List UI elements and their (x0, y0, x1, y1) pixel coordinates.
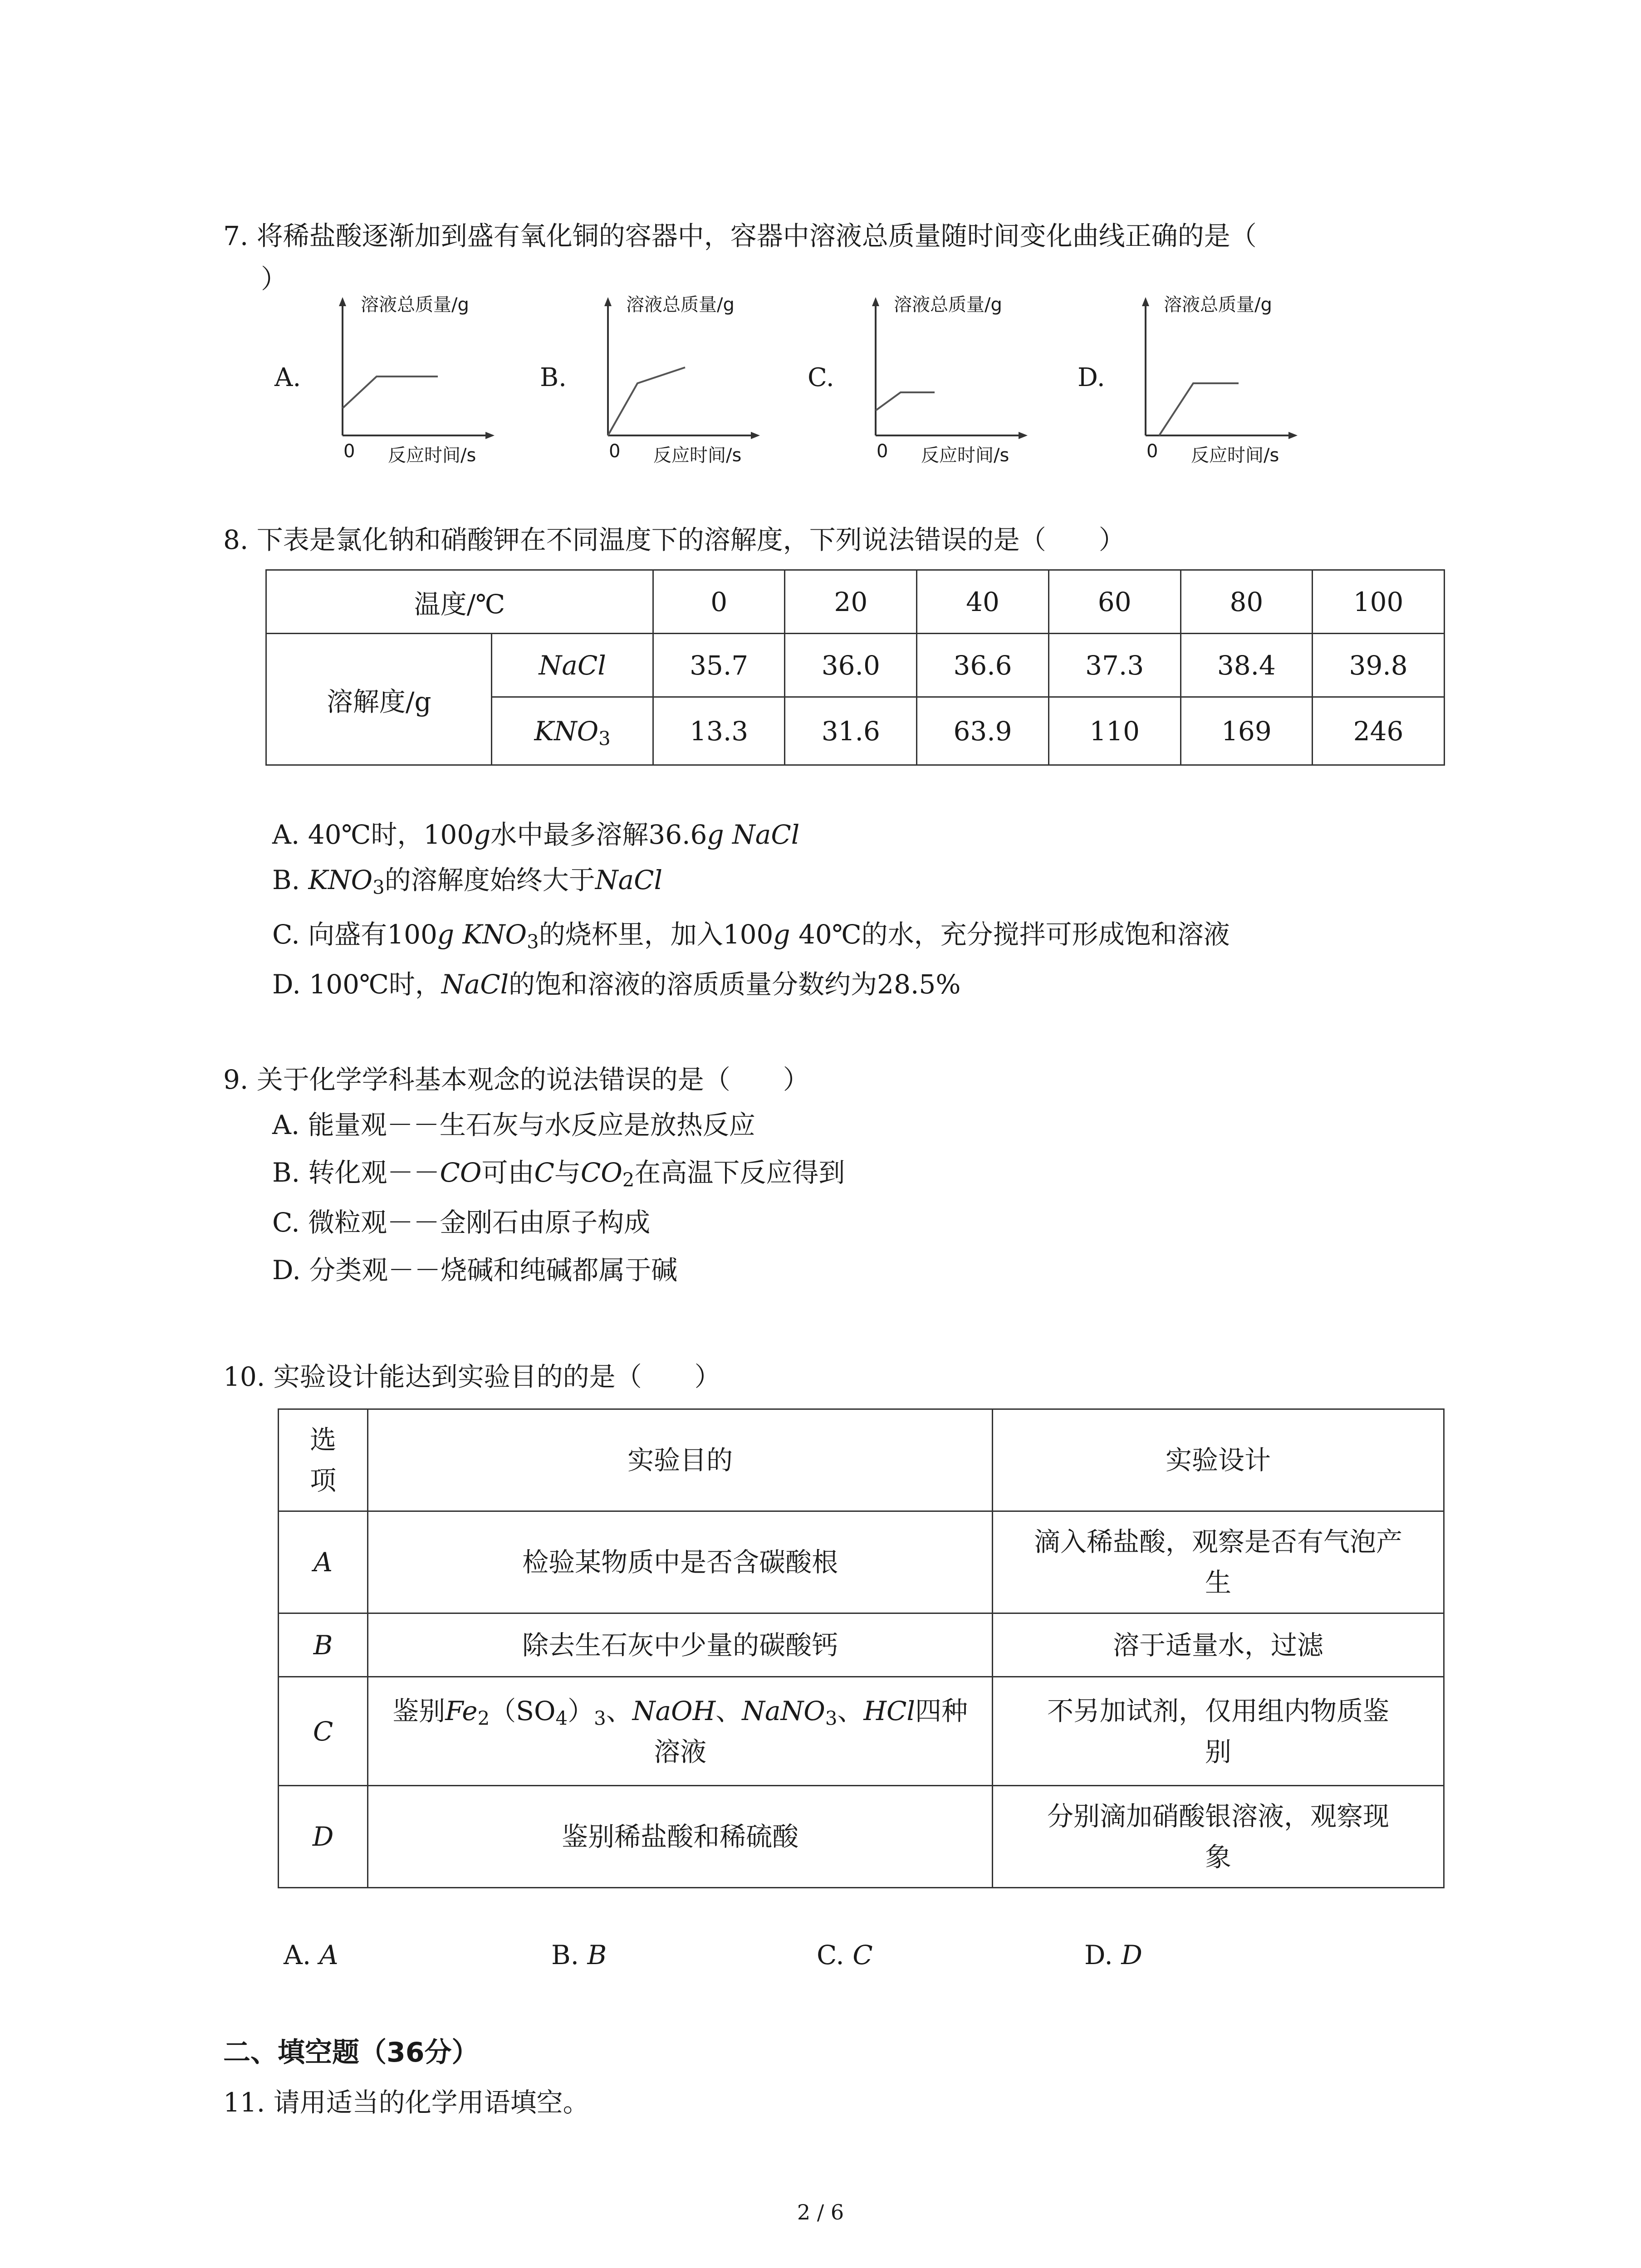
option-header: 选 项 (279, 1409, 368, 1511)
temperature-header: 温度/℃ (266, 570, 653, 634)
graph-c-curve (876, 392, 935, 411)
row-goal-d: 鉴别稀盐酸和稀硫酸 (368, 1786, 993, 1888)
graph-c-axes (867, 295, 1030, 445)
q9-option-c: C. 微粒观－－金刚石由原子构成 (272, 1207, 651, 1238)
experiment-table (278, 1408, 1445, 1888)
question-10-stem: 10. 实验设计能达到实验目的的是（ ） (223, 1361, 721, 1392)
q8-option-b: B. $KNO_3$的溶解度始终大于NaCl (272, 865, 662, 899)
origin-label: 0 (877, 441, 888, 462)
goal-header: 实验目的 (368, 1409, 993, 1511)
temp-cell: 80 (1181, 570, 1313, 634)
graph-option-label: C. (808, 363, 834, 392)
row-option-c: C (279, 1677, 368, 1786)
temp-cell: 20 (785, 570, 917, 634)
q8-option-a: A. 40℃时，100g水中最多溶解36.6g NaCl (272, 819, 800, 850)
row-name-nacl: NaCl (492, 634, 653, 697)
value-cell: 36.6 (917, 634, 1049, 697)
q9-option-a: A. 能量观－－生石灰与水反应是放热反应 (272, 1110, 755, 1140)
x-axis-label: 反应时间/s (653, 445, 742, 466)
row-name-kno3: $KNO_3$ (492, 697, 653, 765)
q10-answer-d: D. D (1084, 1940, 1142, 1970)
value-cell: 110 (1048, 697, 1181, 765)
solubility-label: 溶解度/g (266, 634, 492, 765)
q10-answer-c: C. C (817, 1940, 873, 1970)
q8-option-c: C. 向盛有100g $KNO_3$的烧杯里，加入100g 40℃的水，充分搅拌可形成饱和溶液 (272, 919, 1230, 953)
page-number: 2 / 6 (797, 2200, 844, 2224)
q10-answer-b: B. B (551, 1940, 607, 1970)
q9-option-d: D. 分类观－－烧碱和纯碱都属于碱 (272, 1255, 678, 1286)
graph-option-label: A. (274, 363, 301, 392)
graph-option-label: D. (1078, 363, 1105, 392)
temp-cell: 60 (1048, 570, 1181, 634)
value-cell: 38.4 (1181, 634, 1313, 697)
section-2-title: 二、填空题（36分） (223, 2037, 479, 2068)
question-8-stem: 8. 下表是氯化钠和硝酸钾在不同温度下的溶解度，下列说法错误的是（ ） (223, 524, 1125, 555)
question-7-stem: 7. 将稀盐酸逐渐加到盛有氧化铜的容器中，容器中溶液总质量随时间变化曲线正确的是（ (223, 220, 1257, 251)
row-option-a: A (279, 1511, 368, 1613)
graph-option-label: B. (540, 363, 567, 392)
design-header: 实验设计 (992, 1409, 1444, 1511)
row-goal-b: 除去生石灰中少量的碳酸钙 (368, 1613, 993, 1677)
q8-option-d: D. 100℃时，NaCl的饱和溶液的溶质质量分数约为28.5% (272, 969, 961, 1000)
graph-b-curve (608, 367, 685, 435)
graph-d-curve (1159, 383, 1239, 435)
graph-a-curve (343, 376, 438, 408)
row-design-b: 溶于适量水，过滤 (992, 1613, 1444, 1677)
y-axis-label: 溶液总质量/g (361, 294, 469, 315)
graph-b-axes (599, 295, 762, 445)
y-axis-label: 溶液总质量/g (894, 294, 1002, 315)
graph-a-axes (333, 295, 497, 445)
row-design-c: 不另加试剂，仅用组内物质鉴 别 (992, 1677, 1444, 1786)
q10-answer-a: A. A (284, 1940, 338, 1970)
value-cell: 63.9 (917, 697, 1049, 765)
origin-label: 0 (343, 441, 355, 462)
row-option-d: D (279, 1786, 368, 1888)
row-goal-a: 检验某物质中是否含碳酸根 (368, 1511, 993, 1613)
value-cell: 246 (1313, 697, 1445, 765)
value-cell: 31.6 (785, 697, 917, 765)
q9-option-b: B. 转化观－－CO可由C与$CO_2$在高温下反应得到 (272, 1157, 845, 1191)
row-design-a: 滴入稀盐酸，观察是否有气泡产 生 (992, 1511, 1444, 1613)
temp-cell: 0 (653, 570, 785, 634)
solubility-table (265, 569, 1445, 766)
graph-d-axes (1136, 295, 1300, 445)
row-goal-c: 鉴别$Fe_2(SO_4)_3$、NaOH、NaNO$_3$、HCl四种 溶液 (368, 1677, 993, 1786)
question-9-stem: 9. 关于化学学科基本观念的说法错误的是（ ） (223, 1064, 809, 1095)
x-axis-label: 反应时间/s (921, 445, 1009, 466)
origin-label: 0 (1146, 441, 1158, 462)
y-axis-label: 溶液总质量/g (1164, 294, 1272, 315)
value-cell: 37.3 (1048, 634, 1181, 697)
question-7-stem-tail: ） (261, 264, 288, 294)
x-axis-label: 反应时间/s (1191, 445, 1279, 466)
value-cell: 169 (1181, 697, 1313, 765)
row-design-d: 分别滴加硝酸银溶液，观察现 象 (992, 1786, 1444, 1888)
graph-option-d (1078, 294, 1391, 476)
value-cell: 39.8 (1313, 634, 1445, 697)
question-11-stem: 11. 请用适当的化学用语填空。 (223, 2087, 589, 2118)
temp-cell: 100 (1313, 570, 1445, 634)
value-cell: 35.7 (653, 634, 785, 697)
origin-label: 0 (609, 441, 621, 462)
temp-cell: 40 (917, 570, 1049, 634)
y-axis-label: 溶液总质量/g (626, 294, 735, 315)
x-axis-label: 反应时间/s (388, 445, 476, 466)
row-option-b: B (279, 1613, 368, 1677)
value-cell: 36.0 (785, 634, 917, 697)
value-cell: 13.3 (653, 697, 785, 765)
